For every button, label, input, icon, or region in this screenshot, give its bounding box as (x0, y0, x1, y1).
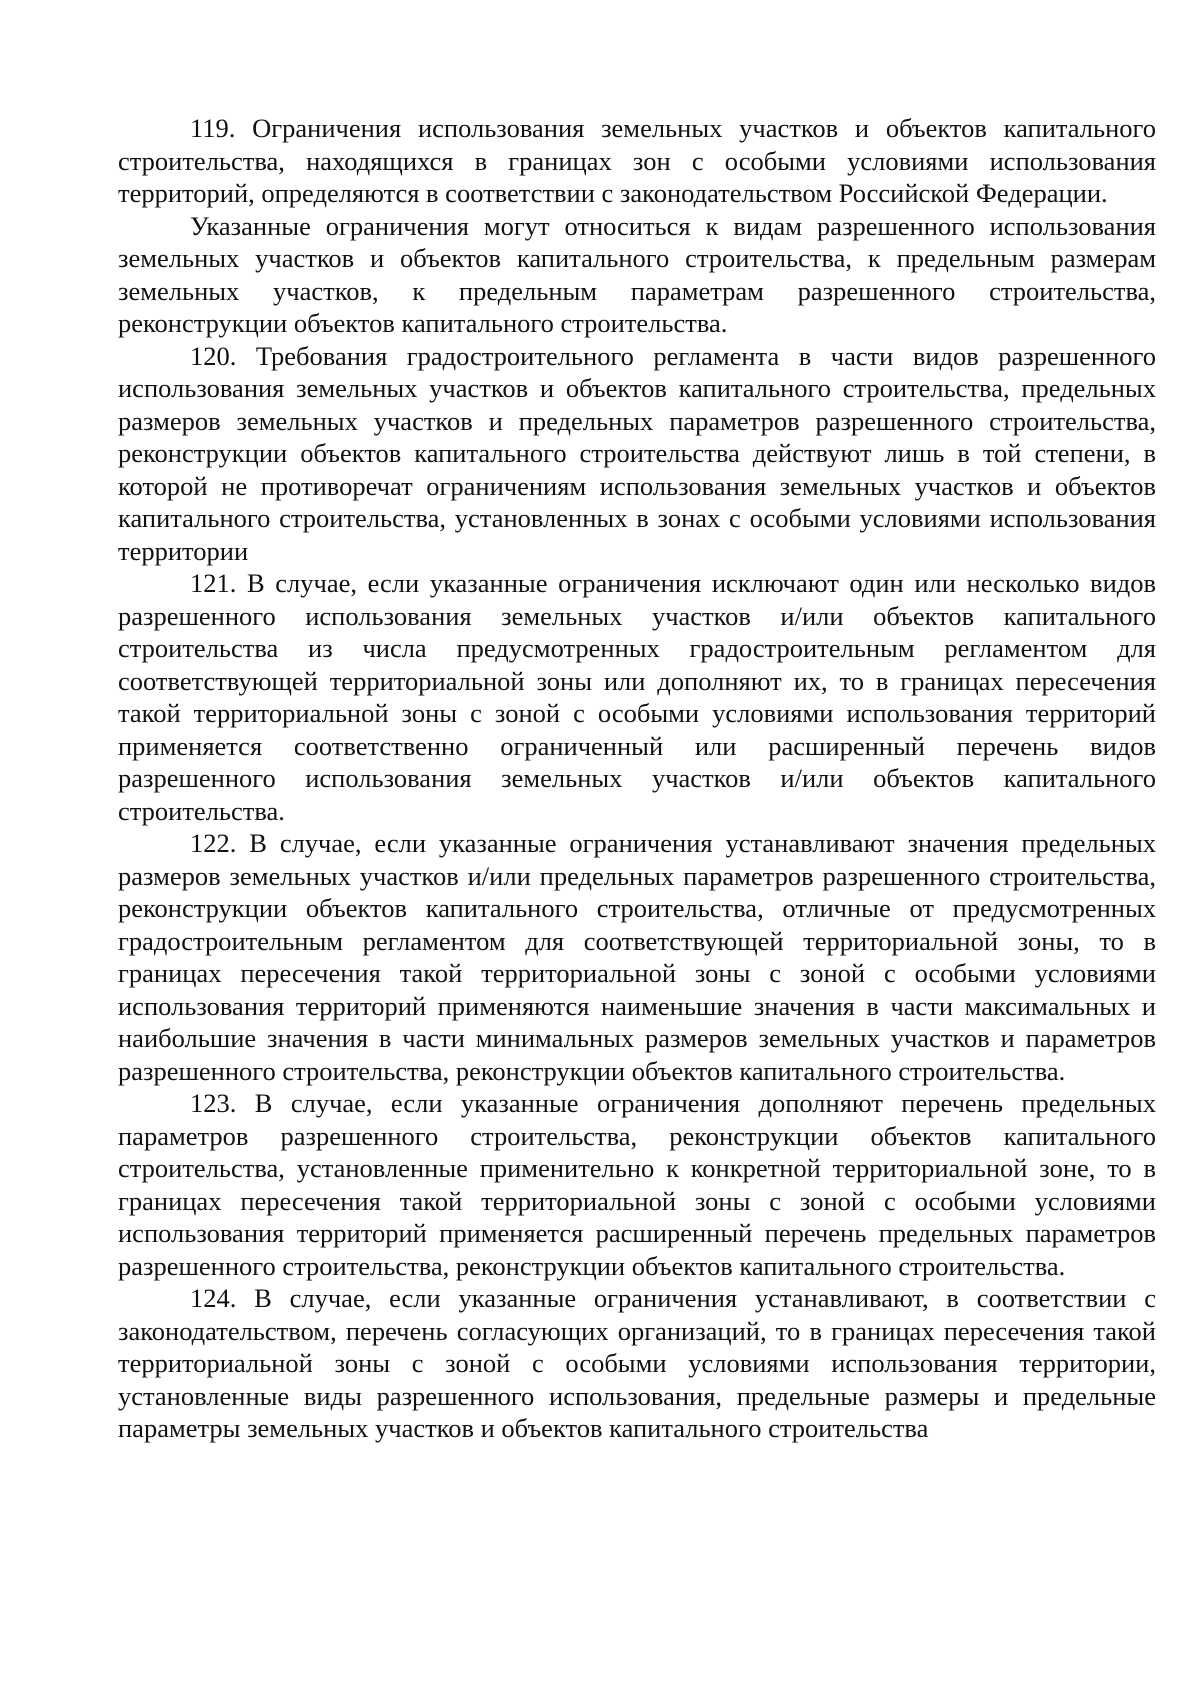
paragraph-124: 124. В случае, если указанные ограничения устанавливают, в соответствии с законодательством, перечень согласующих организаций, то в границах пересечения такой территориальной зоны с зоной с особыми условиями использования территории, установленные виды разрешенного использования, предельные размеры и предельные параметры земельных участков и объектов капитального строительства (118, 1283, 1156, 1443)
paragraph-120: 120. Требования градостроительного регламента в части видов разрешенного использования земельных участков и объектов капитального строительства, предельных размеров земельных участков и предельных параметров разрешенного строительства, реконструкции объектов капитального строительства действуют лишь в той степени, в которой не противоречат ограничениям использования земельных участков и объектов капитального строительства, установленных в зонах с особыми условиями использования территории (118, 340, 1156, 566)
paragraph-119-note: Указанные ограничения могут относиться к видам разрешенного использования земельных участков и объектов капитального строительства, к предельным размерам земельных участков, к предельным параметрам разрешенного строительства, реконструкции объектов капитального строительства. (118, 210, 1156, 338)
paragraph-119: 119. Ограничения использования земельных участков и объектов капитального строительства, находящихся в границах зон с особыми условиями использования территорий, определяются в соответствии с законодательством Российской Федерации. (118, 113, 1156, 208)
paragraph-122: 122. В случае, если указанные ограничения устанавливают значения предельных размеров земельных участков и/или предельных параметров разрешенного строительства, реконструкции объектов капитального строительства, отличные от предусмотренных градостроительным регламентом для соответствующей территориальной зоны, то в границах пересечения такой территориальной зоны с зоной с особыми условиями использования территорий применяются наименьшие значения в части максимальных и наибольшие значения в части минимальных размеров земельных участков и параметров разрешенного строительства, реконструкции объектов капитального строительства. (118, 828, 1156, 1086)
document-page (118, 112, 1156, 1445)
paragraph-121: 121. В случае, если указанные ограничения исключают один или несколько видов разрешенного использования земельных участков и/или объектов капитального строительства из числа предусмотренных градостроительным регламентом для соответствующей территориальной зоны или дополняют их, то в границах пересечения такой территориальной зоны с зоной с особыми условиями использования территорий применяется соответственно ограниченный или расширенный перечень видов разрешенного использования земельных участков и/или объектов капитального строительства. (118, 568, 1156, 826)
paragraph-123: 123. В случае, если указанные ограничения дополняют перечень предельных параметров разрешенного строительства, реконструкции объектов капитального строительства, установленные применительно к конкретной территориальной зоне, то в границах пересечения такой территориальной зоны с зоной с особыми условиями использования территорий применяется расширенный перечень предельных параметров разрешенного строительства, реконструкции объектов капитального строительства. (118, 1088, 1156, 1281)
